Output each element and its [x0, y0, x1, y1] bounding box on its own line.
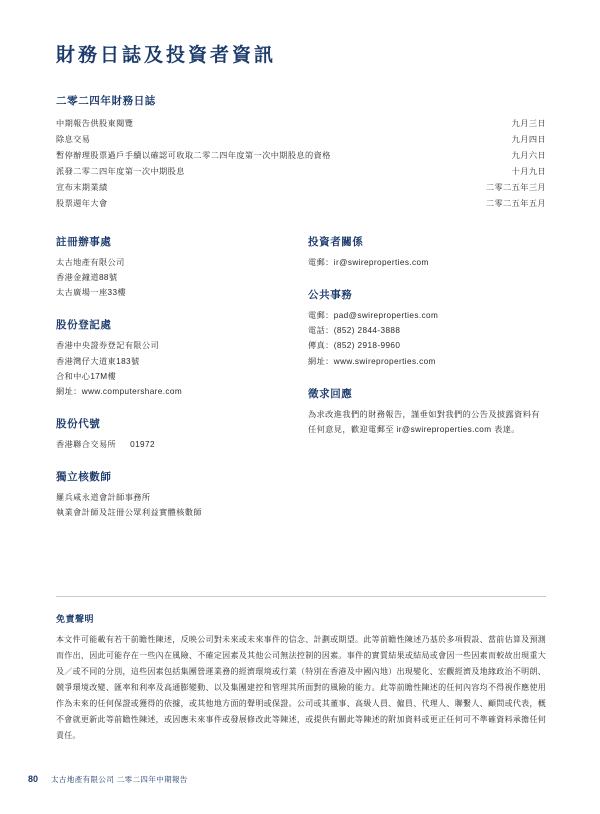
stock-code-row: [56, 437, 308, 452]
registered-office-line: 太古地產有限公司: [56, 257, 125, 267]
calendar-event: 宣布末期業績: [56, 182, 108, 192]
registered-office-line: 太古廣場一座33樓: [56, 288, 127, 298]
disclaimer-heading: 免責聲明: [56, 614, 95, 624]
footer-company-text: 太古地產有限公司 二零二四年中期報告: [51, 775, 188, 784]
contact-columns: [56, 234, 546, 538]
auditor-line: 執業會計師及註冊公眾利益實體核數師: [56, 508, 202, 518]
stock-code-block: [56, 416, 308, 452]
calendar-event: 暫停辦理股票過戶手續以確認可收取二零二四年度第一次中期股息的資格: [56, 150, 331, 160]
calendar-event: 派發二零二四年度第一次中期股息: [56, 166, 185, 176]
stock-exchange-label: 香港聯合交易所: [56, 440, 117, 450]
left-column: [56, 234, 308, 538]
table-row: [56, 164, 546, 180]
investor-relations-email[interactable]: 電郵：ir@swireproperties.com: [308, 257, 429, 267]
public-affairs-heading: 公共事務: [308, 289, 353, 302]
disclaimer-body: 本文件可能載有若干前瞻性陳述，反映公司對未來或未來事件的信念、計劃或期望。此等前瞻性陳述乃基於多項假設、當前估算及預測而作出，因此可能存在一些內在風險、不確定因素及其他公司無法控制的因素。事件的實質結果或結局或會因一些因素而較故出現重大及／或不同的分別，這些因素包括集團營運業務的經濟環境或行業（特別在香港及中國內地）出現變化、宏觀經濟及地緣政治不明朗、競爭環境改變、匯率和利率及高通膨變動、以及集團建控和管理其所面對的風險的能力。此等前瞻性陳述的任何內容均不得視作應使用作為未來的任何保證或獲得的依據，或其他地方面的聲明或保證。公司或其董事、高級人員、僱員、代理人、聯繫人、顧問或代表，概不會就更新此等前瞻性陳述，或因應未來事件或發展修改此等陳述，或提供有關此等陳述的附加資料或更正任何可不準確資料承擔任何責任。: [56, 635, 546, 740]
feedback-text: 為求改進我們的財務報告，謹垂如對我們的公告及披露資料有任何意見，歡迎電郵至 ir@swireproperties.com 表達。: [308, 409, 540, 434]
share-registrar-heading: 股份登記處: [56, 319, 112, 332]
stock-code-heading: 股份代號: [56, 418, 101, 431]
public-affairs-fax: 傳真：(852) 2918-9960: [308, 341, 401, 351]
calendar-event: 股票週年大會: [56, 198, 108, 208]
auditor-line: 羅兵咸永道會計師事務所: [56, 493, 151, 503]
share-registrar-website[interactable]: 網址：www.computershare.com: [56, 386, 183, 396]
table-row: [56, 148, 546, 164]
feedback-heading: 徵求回應: [308, 387, 353, 400]
share-registrar-line: 合和中心17M樓: [56, 371, 117, 381]
auditor-heading: 獨立核數師: [56, 471, 112, 484]
calendar-date: 九月六日: [511, 150, 546, 160]
registered-office-block: [56, 234, 308, 301]
auditor-block: [56, 469, 308, 520]
table-row: [56, 132, 546, 148]
calendar-event: 除息交易: [56, 134, 91, 144]
calendar-date: 十月九日: [511, 166, 546, 176]
investor-relations-heading: 投資者關係: [308, 235, 364, 248]
financial-calendar-heading: 二零二四年財務日誌: [56, 95, 156, 107]
share-registrar-line: 香港灣仔大道東183號: [56, 356, 140, 366]
registered-office-line: 香港金鐘道88號: [56, 273, 118, 283]
table-row: [56, 180, 546, 196]
feedback-block: [308, 386, 546, 437]
share-registrar-block: [56, 317, 308, 399]
registered-office-heading: 註冊辦事處: [56, 235, 112, 248]
calendar-date: 九月三日: [511, 119, 546, 128]
right-column: [308, 234, 546, 538]
page-title: 財務日誌及投資者資訊: [56, 45, 277, 66]
disclaimer-section: [56, 612, 546, 744]
public-affairs-block: [308, 287, 546, 369]
share-registrar-line: 香港中央證券登記有限公司: [56, 341, 160, 351]
public-affairs-phone: 電話：(852) 2844-3888: [308, 326, 401, 336]
page-footer: [28, 774, 188, 785]
table-row: [56, 196, 546, 212]
page-content: [56, 40, 546, 538]
calendar-date: 二零二五年三月: [485, 182, 546, 192]
calendar-date: 九月四日: [511, 134, 546, 144]
calendar-event: 中期報告供股東閱覽: [56, 119, 134, 128]
calendar-date: 二零二五年五月: [485, 198, 546, 208]
page-number: 80: [28, 774, 39, 784]
public-affairs-website[interactable]: 網址：www.swireproperties.com: [308, 356, 436, 366]
public-affairs-email[interactable]: 電郵：pad@swireproperties.com: [308, 311, 439, 321]
stock-code-value: 01972: [130, 440, 155, 450]
financial-calendar-table: [56, 116, 546, 212]
investor-relations-block: [308, 234, 546, 270]
divider: [56, 596, 546, 597]
table-row: [56, 116, 546, 132]
